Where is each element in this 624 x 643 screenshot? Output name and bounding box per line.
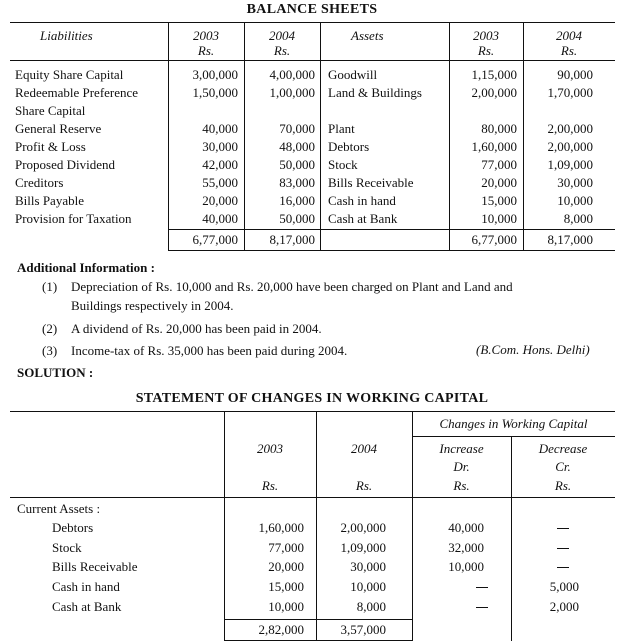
wc-row-name: Cash in hand	[52, 579, 120, 594]
wc-row-2004: 10,000	[350, 579, 386, 594]
asset-2003: 2,00,000	[471, 85, 517, 100]
liability-name: Bills Payable	[15, 193, 84, 208]
statement-title: STATEMENT OF CHANGES IN WORKING CAPITAL	[135, 391, 489, 406]
asset-2004: 8,000	[563, 211, 593, 226]
asset-2004: 1,70,000	[547, 85, 593, 100]
bs-total-liabilities-2004: 8,17,000	[269, 232, 315, 247]
asset-name: Plant	[328, 121, 355, 136]
liability-2004: 48,000	[279, 139, 315, 154]
liability-name: General Reserve	[15, 121, 102, 136]
liability-2003: 40,000	[202, 211, 238, 226]
bs-header-currency: Rs.	[197, 43, 215, 58]
bs-total-top-rule	[168, 229, 615, 230]
liability-name: Equity Share Capital	[15, 67, 124, 82]
asset-name: Goodwill	[328, 67, 378, 82]
wc-row-increase: 40,000	[448, 520, 484, 535]
wc-row-2003: 15,000	[268, 579, 304, 594]
wc-row-increase: 32,000	[448, 540, 484, 555]
bs-header-assets: Assets	[351, 28, 384, 43]
liability-2003: 30,000	[202, 139, 238, 154]
wc-header-changes: Changes in Working Capital	[439, 416, 588, 431]
liability-2003: 55,000	[202, 175, 238, 190]
asset-2004: 30,000	[557, 175, 593, 190]
asset-name: Stock	[328, 157, 358, 172]
liability-2004: 70,000	[279, 121, 315, 136]
liability-2004: 50,000	[279, 211, 315, 226]
wc-header-decrease: Decrease	[538, 441, 588, 456]
bs-header-2003: 2003	[193, 28, 219, 43]
bs-header-currency: Rs.	[477, 43, 495, 58]
wc-total-bottom-rule	[224, 640, 412, 641]
wc-row-2004: 8,000	[356, 599, 386, 614]
wc-row-2004: 1,09,000	[340, 540, 386, 555]
wc-row-name: Stock	[52, 540, 82, 555]
asset-2003: 1,15,000	[471, 67, 517, 82]
liability-2004: 1,00,000	[269, 85, 315, 100]
liability-2004: 4,00,000	[269, 67, 315, 82]
liability-name: Redeemable Preference	[15, 85, 139, 100]
wc-total-2004: 3,57,000	[340, 622, 386, 637]
additional-info-heading: Additional Information :	[17, 260, 155, 275]
wc-row-decrease-dash	[511, 540, 615, 556]
asset-2004: 90,000	[557, 67, 593, 82]
wc-header-2004: 2004	[351, 441, 377, 456]
wc-row-name: Cash at Bank	[52, 599, 122, 614]
wc-row-2003: 1,60,000	[258, 520, 304, 535]
wc-header-dr: Dr.	[453, 459, 470, 474]
wc-row-2003: 20,000	[268, 559, 304, 574]
wc-row-decrease: 2,000	[549, 599, 579, 614]
asset-name: Bills Receivable	[328, 175, 414, 190]
asset-name: Debtors	[328, 139, 370, 154]
bs-header-2004-assets: 2004	[556, 28, 582, 43]
balance-sheet-title: BALANCE SHEETS	[246, 2, 378, 17]
bs-header-liabilities: Liabilities	[40, 28, 93, 43]
asset-2004: 2,00,000	[547, 121, 593, 136]
liability-name-cont: Share Capital	[15, 103, 86, 118]
bs-header-rule	[10, 60, 615, 61]
bs-col-divider	[320, 22, 321, 250]
wc-row-2004: 30,000	[350, 559, 386, 574]
additional-item-text-cont: Buildings respectively in 2004.	[71, 298, 234, 313]
liability-2004: 16,000	[279, 193, 315, 208]
liability-name: Creditors	[15, 175, 64, 190]
additional-item-text: Depreciation of Rs. 10,000 and Rs. 20,000 have been charged on Plant and Land and	[71, 279, 513, 294]
wc-top-rule	[10, 411, 615, 412]
wc-header-currency: Rs.	[355, 478, 373, 493]
wc-row-2003: 10,000	[268, 599, 304, 614]
wc-changes-rule	[412, 436, 615, 437]
wc-row-decrease: 5,000	[549, 579, 579, 594]
wc-row-decrease-dash	[511, 559, 615, 575]
liability-2003: 42,000	[202, 157, 238, 172]
asset-2003: 15,000	[481, 193, 517, 208]
wc-header-currency: Rs.	[453, 478, 470, 493]
additional-item-num: (3)	[42, 343, 58, 358]
bs-header-2003-assets: 2003	[473, 28, 499, 43]
wc-header-increase: Increase	[439, 441, 484, 456]
asset-name: Land & Buildings	[328, 85, 422, 100]
asset-2003: 10,000	[481, 211, 517, 226]
liability-2003: 1,50,000	[192, 85, 238, 100]
liability-name: Profit & Loss	[15, 139, 86, 154]
bs-top-rule	[10, 22, 615, 23]
wc-total-2003: 2,82,000	[258, 622, 304, 637]
asset-2004: 10,000	[557, 193, 593, 208]
bs-header-currency: Rs.	[273, 43, 291, 58]
asset-name: Cash at Bank	[328, 211, 398, 226]
wc-header-currency: Rs.	[261, 478, 279, 493]
wc-header-cr: Cr.	[555, 459, 571, 474]
wc-total-top-rule	[224, 619, 412, 620]
liability-2003: 3,00,000	[192, 67, 238, 82]
wc-row-decrease-dash	[511, 520, 615, 536]
solution-heading: SOLUTION :	[17, 365, 94, 380]
asset-2003: 77,000	[481, 157, 517, 172]
liability-2003: 20,000	[202, 193, 238, 208]
asset-2003: 20,000	[481, 175, 517, 190]
wc-row-name: Debtors	[52, 520, 94, 535]
bs-header-currency: Rs.	[560, 43, 578, 58]
wc-row-2003: 77,000	[268, 540, 304, 555]
wc-header-2003: 2003	[257, 441, 283, 456]
additional-item-text: Income-tax of Rs. 35,000 has been paid during 2004.	[71, 343, 348, 358]
wc-header-rule	[10, 497, 615, 498]
wc-header-currency: Rs.	[554, 478, 572, 493]
asset-2004: 1,09,000	[547, 157, 593, 172]
asset-name: Cash in hand	[328, 193, 396, 208]
bs-total-bottom-rule	[168, 250, 615, 251]
bs-total-assets-2004: 8,17,000	[547, 232, 593, 247]
wc-row-2004: 2,00,000	[340, 520, 386, 535]
asset-2003: 1,60,000	[471, 139, 517, 154]
wc-row-increase: 10,000	[448, 559, 484, 574]
bs-total-liabilities-2003: 6,77,000	[192, 232, 238, 247]
asset-2003: 80,000	[481, 121, 517, 136]
liability-2004: 50,000	[279, 157, 315, 172]
wc-row-name: Bills Receivable	[52, 559, 138, 574]
liability-2004: 83,000	[279, 175, 315, 190]
additional-item-num: (1)	[42, 279, 58, 294]
source-citation: (B.Com. Hons. Delhi)	[476, 342, 590, 357]
liability-2003: 40,000	[202, 121, 238, 136]
liability-name: Proposed Dividend	[15, 157, 116, 172]
bs-total-assets-2003: 6,77,000	[471, 232, 517, 247]
bs-header-2004: 2004	[269, 28, 295, 43]
asset-2004: 2,00,000	[547, 139, 593, 154]
additional-item-num: (2)	[42, 321, 58, 336]
additional-item-text: A dividend of Rs. 20,000 has been paid in 2004.	[71, 321, 322, 336]
liability-name: Provision for Taxation	[15, 211, 132, 226]
wc-section-current-assets: Current Assets :	[17, 501, 101, 516]
